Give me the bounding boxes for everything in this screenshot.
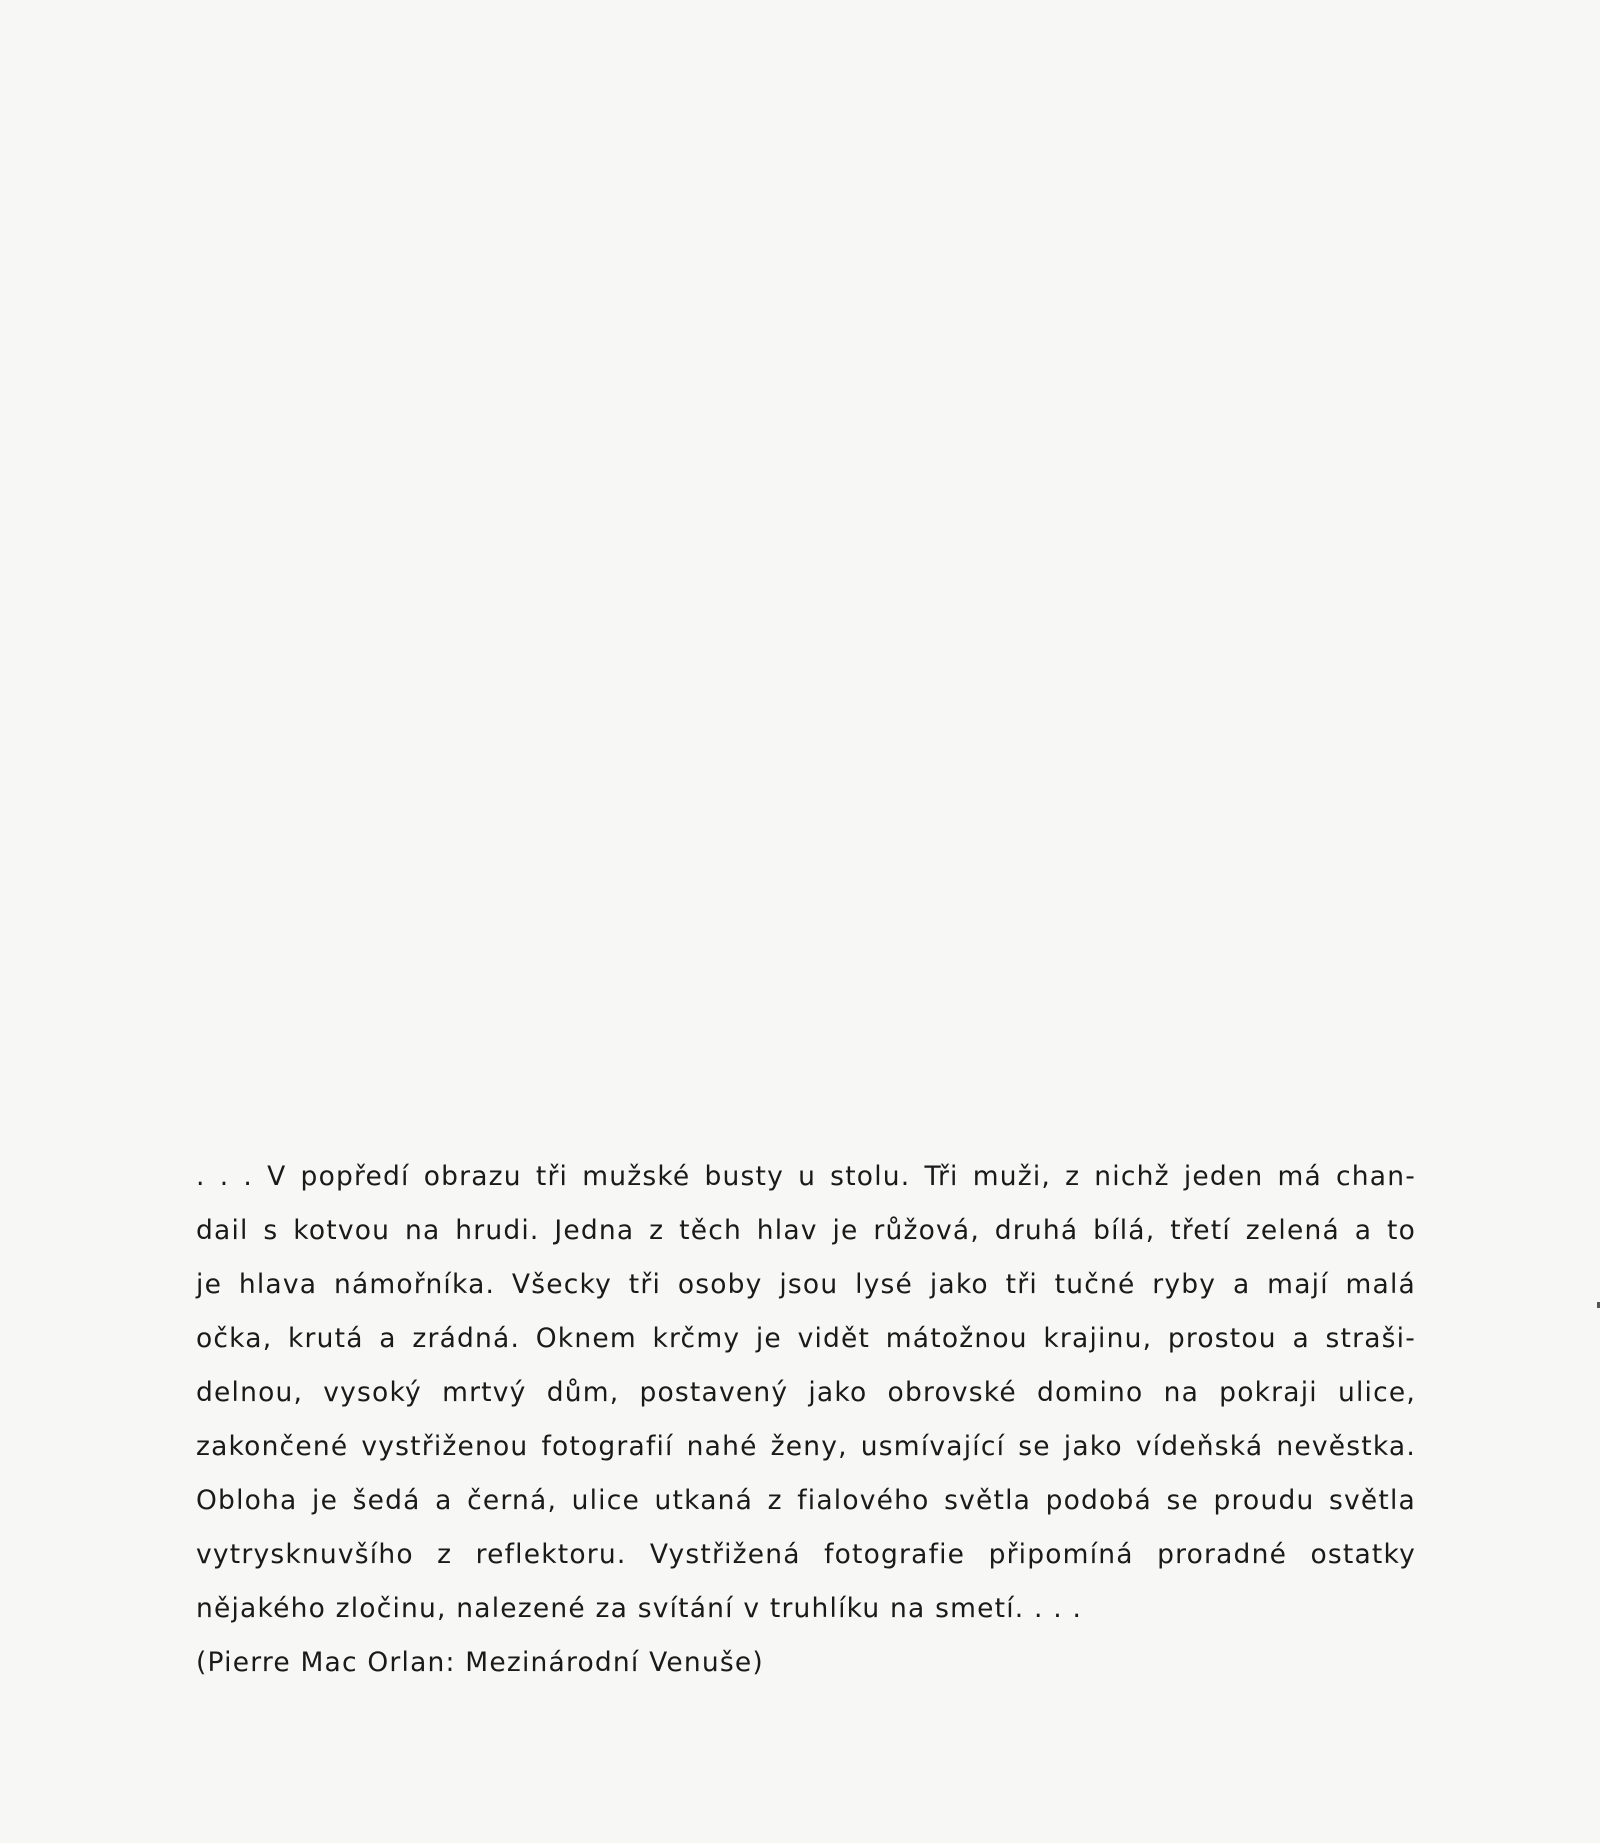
quote-line-4: očka, krutá a zrádná. Oknem krčmy je vidět mátožnou krajinu, prostou a straši- (196, 1323, 1416, 1354)
quote-line-6: zakončené vystřiženou fotografií nahé ženy, usmívající se jako vídeňská nevěstka. (196, 1431, 1416, 1462)
quote-line-1: . . . V popředí obrazu tři mužské busty u stolu. Tři muži, z nichž jeden má chan- (196, 1161, 1416, 1192)
quote-line-3: je hlava námořníka. Všecky tři osoby jsou lysé jako tři tučné ryby a mají malá (196, 1269, 1416, 1300)
quote-attribution: (Pierre Mac Orlan: Mezinárodní Venuše) (196, 1647, 764, 1678)
quote-line-8: vytrysknuvšího z reflektoru. Vystřižená fotografie připomíná proradné ostatky (196, 1539, 1416, 1570)
quote-block (196, 1150, 1416, 1690)
quote-line-2: dail s kotvou na hrudi. Jedna z těch hlav je růžová, druhá bílá, třetí zelená a to (196, 1215, 1416, 1246)
quote-line-7: Obloha je šedá a černá, ulice utkaná z fialového světla podobá se proudu světla (196, 1485, 1416, 1516)
quote-line-5: delnou, vysoký mrtvý dům, postavený jako obrovské domino na pokraji ulice, (196, 1377, 1416, 1408)
quote-line-9: nějakého zločinu, nalezené za svítání v truhlíku na smetí. . . . (196, 1593, 1083, 1624)
